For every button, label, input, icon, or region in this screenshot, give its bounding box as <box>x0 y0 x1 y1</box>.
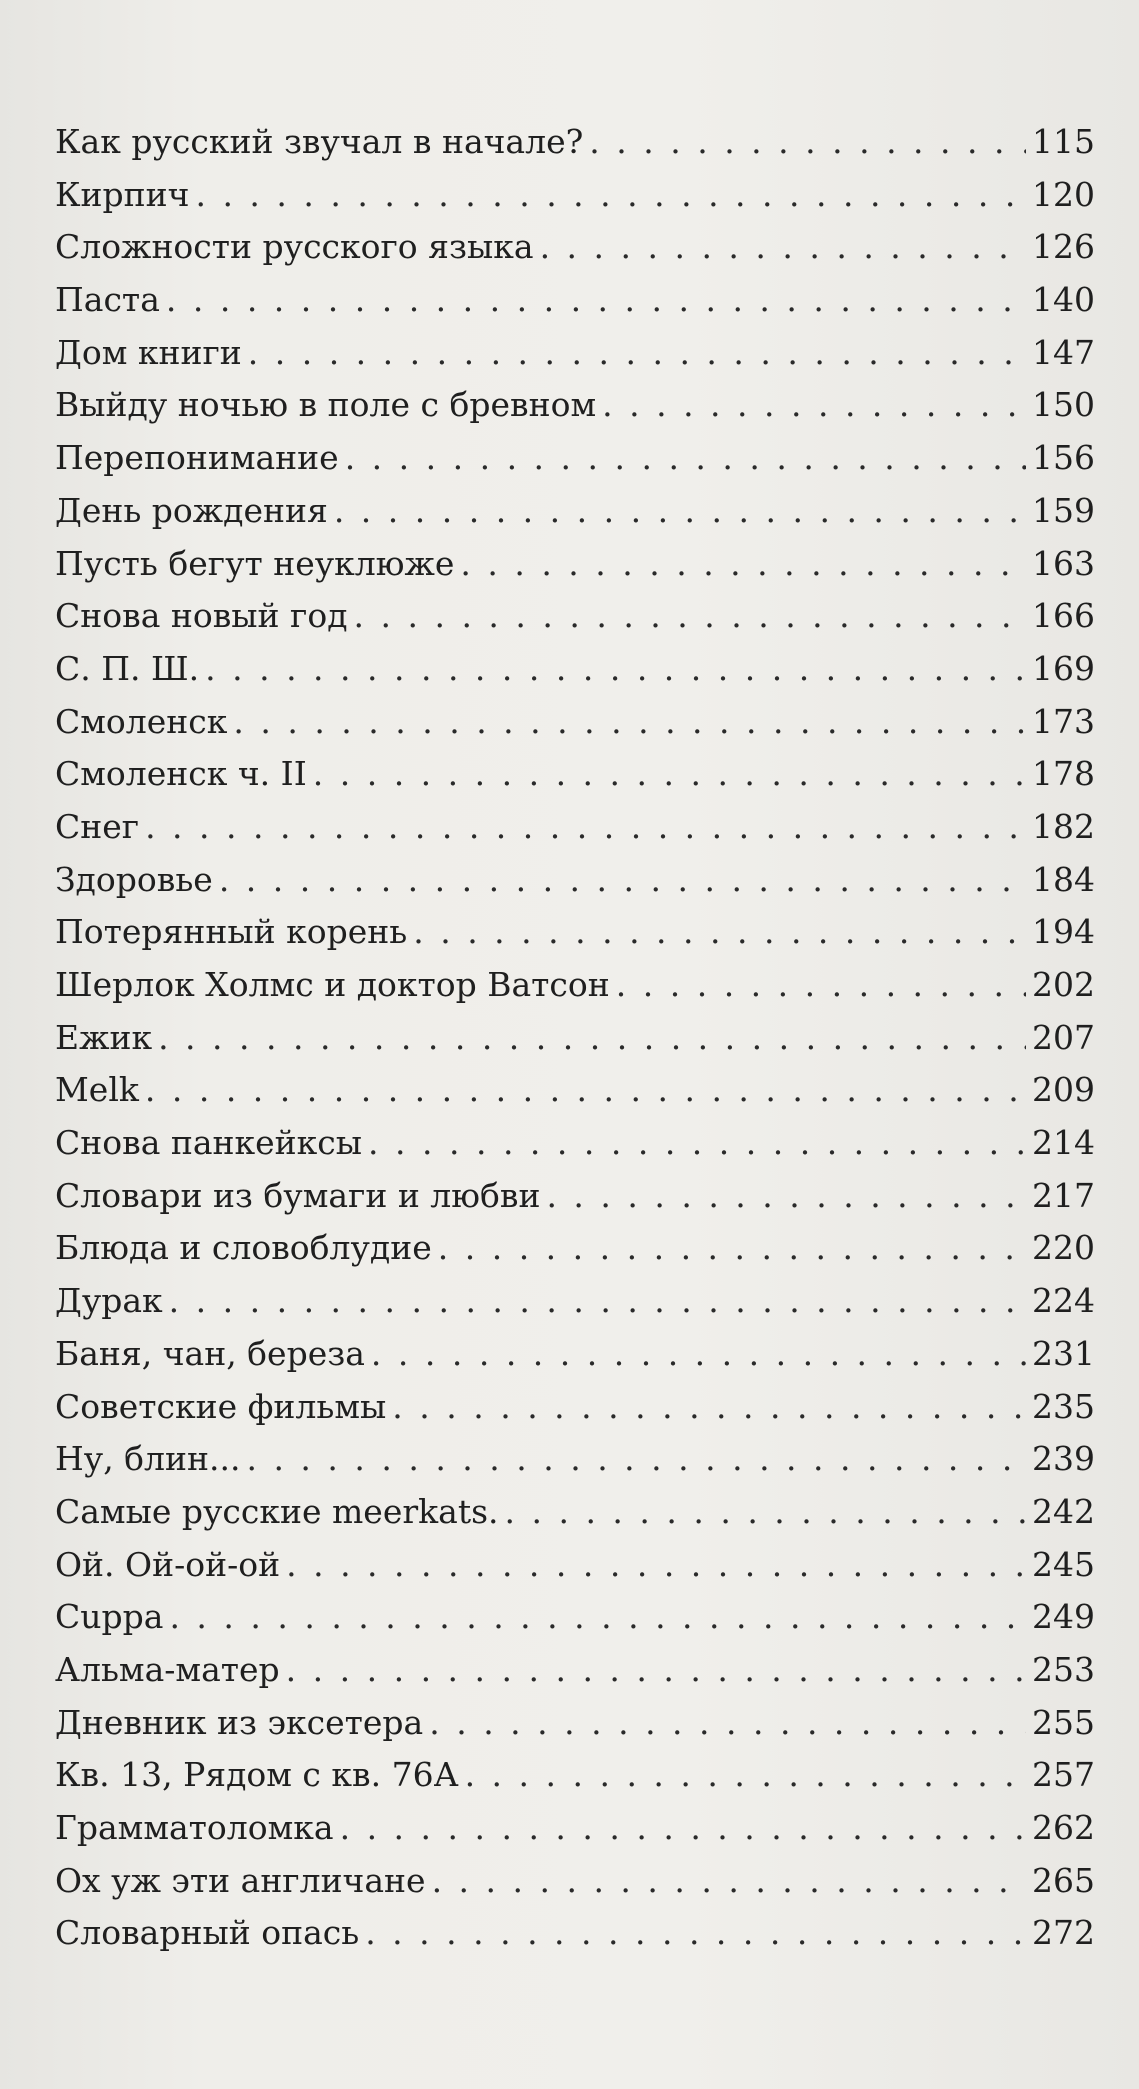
toc-entry-title: Альма-матер <box>55 1649 280 1689</box>
toc-entry <box>55 327 1095 380</box>
toc-dot-leader <box>286 1644 1026 1697</box>
toc-entry-page-number: 235 <box>1032 1386 1095 1426</box>
toc-dot-leader <box>195 169 1026 222</box>
toc-entry-title: День рождения <box>55 490 328 530</box>
toc-dot-leader <box>432 1855 1026 1908</box>
toc-entry-page-number: 207 <box>1032 1017 1095 1057</box>
toc-dot-leader <box>313 748 1026 801</box>
toc-entry-page-number: 231 <box>1032 1333 1095 1373</box>
toc-entry-page-number: 159 <box>1032 490 1095 530</box>
toc-dot-leader <box>505 1486 1026 1539</box>
toc-dot-leader <box>354 590 1026 643</box>
toc-entry-page-number: 202 <box>1032 965 1095 1004</box>
toc-dot-leader <box>219 854 1026 907</box>
toc-entry-page-number: 249 <box>1032 1597 1095 1637</box>
toc-entry-title: Самые русские meerkats. <box>55 1491 499 1531</box>
toc-entry-title: Дневник из эксетера <box>55 1702 424 1742</box>
toc-entry <box>55 221 1095 274</box>
toc-dot-leader <box>368 1117 1026 1170</box>
toc-entry-page-number: 265 <box>1032 1860 1095 1900</box>
toc-entry-title: Как русский звучал в начале? <box>55 122 584 161</box>
toc-entry-page-number: 147 <box>1032 332 1095 372</box>
toc-entry-page-number: 272 <box>1032 1913 1095 1953</box>
toc-entry <box>55 169 1095 222</box>
toc-dot-leader <box>465 1749 1026 1802</box>
toc-entry-title: Смоленск <box>55 701 228 741</box>
toc-entry <box>55 696 1095 749</box>
toc-entry-page-number: 120 <box>1032 174 1095 214</box>
toc-entry-title: Блюда и словоблудие <box>55 1228 432 1268</box>
toc-dot-leader <box>616 959 1026 1012</box>
toc-entry <box>55 1749 1095 1802</box>
toc-entry-title: Паста <box>55 280 160 320</box>
toc-entry-page-number: 220 <box>1032 1228 1095 1268</box>
toc-entry-page-number: 140 <box>1032 280 1095 320</box>
toc-entry-page-number: 239 <box>1032 1439 1095 1479</box>
toc-entry-page-number: 245 <box>1032 1544 1095 1584</box>
toc-entry <box>55 432 1095 485</box>
toc-entry-page-number: 115 <box>1032 122 1095 161</box>
toc-entry-page-number: 255 <box>1032 1702 1095 1742</box>
toc-entry-title: Сложности русского языка <box>55 227 534 267</box>
toc-entry <box>55 1064 1095 1117</box>
toc-entry <box>55 1170 1095 1223</box>
toc-entry-page-number: 253 <box>1032 1649 1095 1689</box>
table-of-contents <box>55 116 1095 1960</box>
toc-entry-page-number: 194 <box>1032 912 1095 952</box>
toc-entry-title: Перепонимание <box>55 438 339 478</box>
toc-entry-title: Грамматоломка <box>55 1808 334 1847</box>
toc-entry <box>55 538 1095 591</box>
toc-entry-title: Пусть бегут неуклюже <box>55 543 455 583</box>
toc-entry-title: Словарный опась <box>55 1913 360 1953</box>
toc-dot-leader <box>413 906 1026 959</box>
toc-dot-leader <box>602 379 1026 432</box>
toc-dot-leader <box>233 696 1026 749</box>
toc-entry <box>55 959 1095 1012</box>
toc-dot-leader <box>246 1433 1026 1486</box>
toc-entry <box>55 116 1095 169</box>
toc-dot-leader <box>169 1275 1026 1328</box>
toc-dot-leader <box>286 1539 1026 1592</box>
toc-entry-page-number: 156 <box>1032 438 1095 478</box>
toc-entry-title: Ежик <box>55 1017 153 1057</box>
toc-dot-leader <box>460 538 1026 591</box>
toc-dot-leader <box>392 1381 1026 1434</box>
toc-dot-leader <box>205 643 1026 696</box>
toc-entry <box>55 748 1095 801</box>
toc-entry <box>55 274 1095 327</box>
toc-entry-page-number: 184 <box>1032 859 1095 899</box>
toc-entry <box>55 854 1095 907</box>
toc-entry <box>55 1486 1095 1539</box>
toc-dot-leader <box>540 221 1026 274</box>
toc-entry-title: Здоровье <box>55 859 213 899</box>
toc-dot-leader <box>145 1064 1026 1117</box>
toc-entry-title: С. П. Ш. <box>55 648 200 688</box>
toc-entry-title: Снова новый год <box>55 596 348 636</box>
toc-dot-leader <box>166 274 1026 327</box>
toc-entry <box>55 1117 1095 1170</box>
toc-dot-leader <box>340 1802 1026 1855</box>
toc-entry <box>55 485 1095 538</box>
toc-entry-title: Смоленск ч. II <box>55 754 307 794</box>
toc-entry-page-number: 166 <box>1032 596 1095 636</box>
toc-entry-page-number: 242 <box>1032 1491 1095 1531</box>
toc-entry-title: Потерянный корень <box>55 912 408 952</box>
toc-entry <box>55 1012 1095 1065</box>
toc-entry <box>55 1591 1095 1644</box>
toc-entry-page-number: 214 <box>1032 1123 1095 1163</box>
toc-entry <box>55 1222 1095 1275</box>
toc-entry-page-number: 182 <box>1032 806 1095 846</box>
toc-entry-page-number: 217 <box>1032 1175 1095 1215</box>
toc-entry <box>55 1644 1095 1697</box>
toc-entry <box>55 1328 1095 1381</box>
toc-entry-title: Кирпич <box>55 174 190 214</box>
toc-entry-page-number: 169 <box>1032 648 1095 688</box>
toc-entry <box>55 379 1095 432</box>
toc-entry <box>55 590 1095 643</box>
toc-entry-page-number: 163 <box>1032 543 1095 583</box>
toc-entry <box>55 1433 1095 1486</box>
toc-dot-leader <box>546 1170 1026 1223</box>
toc-entry <box>55 1907 1095 1960</box>
toc-entry <box>55 1697 1095 1750</box>
toc-entry-title: Cuppa <box>55 1597 164 1637</box>
toc-dot-leader <box>169 1591 1026 1644</box>
toc-entry-page-number: 224 <box>1032 1281 1095 1321</box>
toc-entry <box>55 1802 1095 1855</box>
toc-entry-page-number: 173 <box>1032 701 1095 741</box>
toc-entry-title: Кв. 13, Рядом с кв. 76А <box>55 1755 459 1795</box>
toc-entry-title: Выйду ночью в поле с бревном <box>55 385 597 425</box>
toc-entry-title: Баня, чан, береза <box>55 1333 365 1373</box>
toc-entry-title: Melk <box>55 1070 139 1110</box>
toc-entry <box>55 801 1095 854</box>
toc-entry-page-number: 126 <box>1032 227 1095 267</box>
toc-entry-title: Словари из бумаги и любви <box>55 1175 541 1215</box>
toc-entry-page-number: 209 <box>1032 1070 1095 1110</box>
toc-entry-page-number: 262 <box>1032 1808 1095 1847</box>
toc-entry-title: Дом книги <box>55 332 242 372</box>
toc-entry-title: Советские фильмы <box>55 1386 387 1426</box>
toc-dot-leader <box>589 116 1026 169</box>
toc-dot-leader <box>334 485 1026 538</box>
toc-dot-leader <box>248 327 1026 380</box>
toc-entry <box>55 1855 1095 1908</box>
toc-dot-leader <box>345 432 1026 485</box>
toc-dot-leader <box>371 1328 1026 1381</box>
toc-entry-title: Снег <box>55 806 140 846</box>
toc-dot-leader <box>145 801 1026 854</box>
toc-entry-title: Ох уж эти англичане <box>55 1860 426 1900</box>
toc-entry-page-number: 150 <box>1032 385 1095 425</box>
toc-entry-title: Снова панкейксы <box>55 1123 363 1163</box>
toc-entry-title: Дурак <box>55 1281 163 1321</box>
toc-dot-leader <box>429 1697 1026 1750</box>
toc-dot-leader <box>438 1222 1026 1275</box>
toc-entry-title: Шерлок Холмс и доктор Ватсон <box>55 965 610 1004</box>
toc-entry <box>55 1539 1095 1592</box>
toc-entry <box>55 1381 1095 1434</box>
toc-dot-leader <box>365 1907 1026 1960</box>
toc-entry <box>55 906 1095 959</box>
toc-entry-page-number: 257 <box>1032 1755 1095 1795</box>
toc-entry-title: Ну, блин... <box>55 1439 241 1479</box>
toc-entry <box>55 643 1095 696</box>
toc-dot-leader <box>158 1012 1026 1065</box>
toc-entry-page-number: 178 <box>1032 754 1095 794</box>
toc-entry-title: Ой. Ой-ой-ой <box>55 1544 281 1584</box>
toc-entry <box>55 1275 1095 1328</box>
